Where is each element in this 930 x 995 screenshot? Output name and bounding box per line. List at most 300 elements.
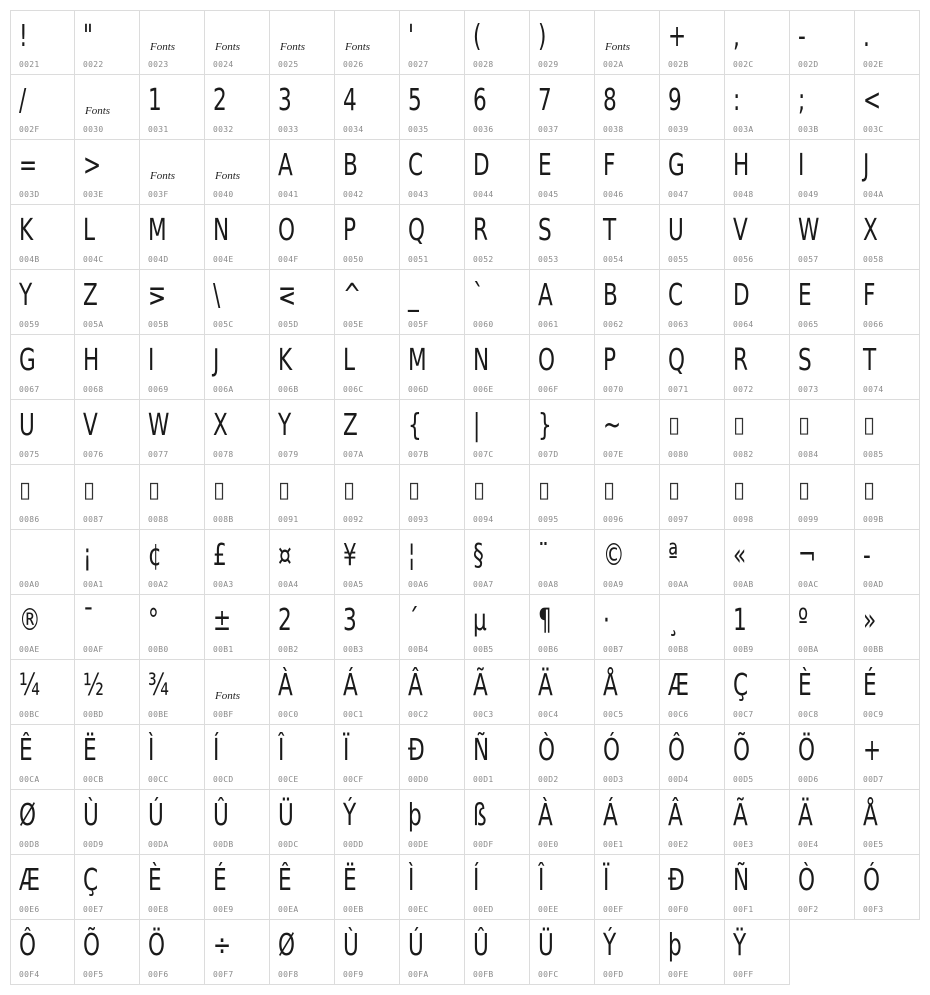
glyph-preview: µ [473, 603, 487, 638]
glyph-preview: P [343, 213, 357, 248]
glyph-preview: 1 [148, 83, 162, 118]
glyph-preview: Ñ [473, 733, 490, 768]
glyph-code-label: 00F7 [213, 970, 234, 979]
glyph-code-label: 00E8 [148, 905, 169, 914]
glyph-code-label: 0098 [733, 515, 754, 524]
glyph-preview: ¯ [83, 603, 94, 638]
glyph-preview: B [603, 278, 618, 313]
glyph-cell [400, 10, 465, 75]
glyph-cell [75, 660, 140, 725]
glyph-code-label: 00FE [668, 970, 689, 979]
glyph-preview: 1 [733, 603, 747, 638]
glyph-cell [140, 660, 205, 725]
glyph-code-label: 0085 [863, 450, 884, 459]
glyph-cell [335, 920, 400, 985]
glyph-preview: U [668, 213, 684, 248]
glyph-code-label: 00C2 [408, 710, 429, 719]
glyph-preview: Ø [19, 798, 37, 833]
glyph-cell [790, 595, 855, 660]
glyph-code-label: 00CC [148, 775, 169, 784]
glyph-code-label: 0039 [668, 125, 689, 134]
glyph-preview: þ [668, 928, 682, 963]
glyph-preview: Î [538, 863, 545, 898]
font-logo-glyph: Fonts [215, 41, 241, 53]
glyph-code-label: 009B [863, 515, 884, 524]
glyph-code-label: 002D [798, 60, 819, 69]
glyph-preview: Ø [278, 928, 296, 963]
glyph-cell [660, 75, 725, 140]
glyph-code-label: 00E1 [603, 840, 624, 849]
glyph-cell [725, 10, 790, 75]
glyph-preview: » [863, 603, 877, 638]
glyph-preview: 3 [343, 603, 357, 638]
glyph-cell [205, 660, 270, 725]
glyph-code-label: 0073 [798, 385, 819, 394]
glyph-preview: ¸ [668, 603, 679, 638]
glyph-code-label: 0023 [148, 60, 169, 69]
glyph-cell [530, 855, 595, 920]
glyph-cell [205, 725, 270, 790]
glyph-cell [270, 10, 335, 75]
glyph-cell [725, 855, 790, 920]
glyph-cell [530, 595, 595, 660]
glyph-cell [10, 725, 75, 790]
missing-glyph-icon: ▯ [473, 478, 486, 503]
glyph-code-label: 004E [213, 255, 234, 264]
glyph-code-label: 00F4 [19, 970, 40, 979]
glyph-preview: Đ [668, 863, 685, 898]
glyph-cell [335, 75, 400, 140]
glyph-preview: Â [668, 798, 683, 833]
glyph-code-label: 0026 [343, 60, 364, 69]
glyph-preview: ! [19, 19, 28, 54]
glyph-code-label: 005C [213, 320, 234, 329]
glyph-code-label: 006C [343, 385, 364, 394]
glyph-cell [335, 400, 400, 465]
glyph-preview: W [798, 213, 820, 248]
glyph-code-label: 00BB [863, 645, 884, 654]
glyph-preview: Á [603, 798, 618, 833]
glyph-preview: Á [343, 668, 358, 703]
glyph-preview: Ä [798, 798, 813, 833]
glyph-code-label: 00B3 [343, 645, 364, 654]
glyph-cell [530, 400, 595, 465]
glyph-cell [595, 335, 660, 400]
glyph-code-label: 0036 [473, 125, 494, 134]
glyph-cell [725, 270, 790, 335]
glyph-cell [725, 595, 790, 660]
glyph-code-label: 002C [733, 60, 754, 69]
glyph-code-label: 0077 [148, 450, 169, 459]
glyph-preview: R [473, 213, 489, 248]
glyph-code-label: 00CD [213, 775, 234, 784]
glyph-preview: > [83, 148, 102, 183]
glyph-cell [595, 10, 660, 75]
glyph-preview: Ý [603, 928, 617, 963]
glyph-preview: À [538, 798, 553, 833]
glyph-code-label: 00DF [473, 840, 494, 849]
glyph-code-label: 0033 [278, 125, 299, 134]
glyph-cell [530, 660, 595, 725]
glyph-preview: Q [668, 343, 686, 378]
glyph-code-label: 0048 [733, 190, 754, 199]
glyph-preview: Ä [538, 668, 553, 703]
glyph-code-label: 00BE [148, 710, 169, 719]
glyph-cell [855, 10, 920, 75]
glyph-code-label: 00B9 [733, 645, 754, 654]
glyph-cell [10, 855, 75, 920]
glyph-code-label: 0022 [83, 60, 104, 69]
glyph-code-label: 0094 [473, 515, 494, 524]
font-logo-glyph: Fonts [150, 170, 176, 182]
glyph-code-label: 0076 [83, 450, 104, 459]
glyph-cell [335, 465, 400, 530]
glyph-preview: ' [408, 19, 414, 54]
glyph-preview: ⋜ [278, 278, 297, 313]
glyph-cell [205, 920, 270, 985]
glyph-cell [335, 595, 400, 660]
glyph-code-label: 0093 [408, 515, 429, 524]
glyph-cell [75, 595, 140, 660]
glyph-code-label: 0032 [213, 125, 234, 134]
glyph-grid [10, 10, 920, 985]
glyph-cell [530, 335, 595, 400]
glyph-code-label: 0060 [473, 320, 494, 329]
glyph-preview: Z [83, 278, 98, 313]
glyph-cell [660, 465, 725, 530]
glyph-preview: + [863, 733, 882, 768]
glyph-code-label: 00EE [538, 905, 559, 914]
glyph-code-label: 00F9 [343, 970, 364, 979]
glyph-cell [790, 10, 855, 75]
glyph-code-label: 0095 [538, 515, 559, 524]
glyph-code-label: 005B [148, 320, 169, 329]
glyph-code-label: 00DB [213, 840, 234, 849]
glyph-preview: Đ [408, 733, 425, 768]
glyph-preview: Q [408, 213, 426, 248]
glyph-cell [270, 465, 335, 530]
glyph-cell [465, 595, 530, 660]
glyph-cell [205, 270, 270, 335]
glyph-preview: ¼ [19, 668, 40, 703]
glyph-preview: Ñ [733, 863, 750, 898]
glyph-cell [400, 270, 465, 335]
glyph-cell [855, 400, 920, 465]
glyph-cell [790, 465, 855, 530]
glyph-preview: N [473, 343, 490, 378]
glyph-preview: Ì [408, 863, 415, 898]
glyph-code-label: 00E3 [733, 840, 754, 849]
glyph-code-label: 0070 [603, 385, 624, 394]
glyph-code-label: 00AD [863, 580, 884, 589]
glyph-cell [75, 465, 140, 530]
glyph-preview: 8 [603, 83, 617, 118]
glyph-preview: G [19, 343, 36, 378]
glyph-code-label: 00B1 [213, 645, 234, 654]
glyph-code-label: 00FB [473, 970, 494, 979]
glyph-code-label: 003E [83, 190, 104, 199]
glyph-preview: Ã [733, 798, 748, 833]
glyph-cell [335, 725, 400, 790]
glyph-cell [725, 530, 790, 595]
glyph-preview: ª [668, 538, 679, 573]
glyph-cell [725, 75, 790, 140]
glyph-cell [465, 140, 530, 205]
glyph-code-label: 00B6 [538, 645, 559, 654]
glyph-cell [270, 595, 335, 660]
glyph-cell [855, 595, 920, 660]
glyph-cell [10, 205, 75, 270]
glyph-preview: ¢ [148, 538, 162, 573]
glyph-cell [10, 335, 75, 400]
glyph-preview: < [863, 83, 882, 118]
font-logo-glyph: Fonts [280, 41, 306, 53]
glyph-preview: Ë [343, 863, 357, 898]
glyph-code-label: 0055 [668, 255, 689, 264]
glyph-preview: Ü [278, 798, 294, 833]
glyph-code-label: 00CA [19, 775, 40, 784]
glyph-code-label: 00A9 [603, 580, 624, 589]
glyph-cell [10, 10, 75, 75]
glyph-cell [335, 140, 400, 205]
glyph-code-label: 0050 [343, 255, 364, 264]
glyph-code-label: 00AF [83, 645, 104, 654]
glyph-preview: ¶ [538, 603, 552, 638]
glyph-cell [335, 530, 400, 595]
missing-glyph-icon: ▯ [19, 478, 32, 503]
glyph-cell [790, 205, 855, 270]
glyph-cell [530, 140, 595, 205]
glyph-cell [335, 205, 400, 270]
glyph-code-label: 00EA [278, 905, 299, 914]
glyph-cell [790, 400, 855, 465]
glyph-preview: ½ [83, 668, 104, 703]
glyph-cell [530, 465, 595, 530]
glyph-cell [335, 270, 400, 335]
glyph-preview: + [668, 19, 687, 54]
glyph-cell [400, 335, 465, 400]
missing-glyph-icon: ▯ [798, 413, 811, 438]
glyph-preview: Ü [538, 928, 554, 963]
glyph-cell [530, 270, 595, 335]
glyph-preview: Y [278, 408, 292, 443]
glyph-preview: Ç [733, 668, 749, 703]
glyph-preview: I [798, 148, 805, 183]
glyph-code-label: 002E [863, 60, 884, 69]
font-logo-glyph: Fonts [215, 690, 241, 702]
glyph-cell [205, 595, 270, 660]
glyph-code-label: 00BC [19, 710, 40, 719]
glyph-cell [855, 205, 920, 270]
glyph-cell [270, 270, 335, 335]
glyph-cell [10, 790, 75, 855]
glyph-code-label: 003A [733, 125, 754, 134]
glyph-preview: C [668, 278, 684, 313]
glyph-code-label: 00A4 [278, 580, 299, 589]
glyph-preview: H [83, 343, 100, 378]
glyph-cell [75, 205, 140, 270]
glyph-preview: E [798, 278, 812, 313]
glyph-preview: G [668, 148, 685, 183]
glyph-code-label: 003F [148, 190, 169, 199]
glyph-preview: R [733, 343, 749, 378]
glyph-code-label: 0028 [473, 60, 494, 69]
glyph-preview: ^ [343, 278, 362, 313]
glyph-code-label: 0099 [798, 515, 819, 524]
glyph-cell [725, 205, 790, 270]
glyph-cell [140, 400, 205, 465]
glyph-cell [855, 270, 920, 335]
glyph-cell [855, 140, 920, 205]
glyph-cell [140, 335, 205, 400]
glyph-cell [140, 920, 205, 985]
glyph-code-label: 00D7 [863, 775, 884, 784]
glyph-cell [140, 140, 205, 205]
glyph-code-label: 0096 [603, 515, 624, 524]
glyph-cell [595, 400, 660, 465]
glyph-code-label: 00DC [278, 840, 299, 849]
glyph-preview: É [213, 863, 227, 898]
glyph-code-label: 00ED [473, 905, 494, 914]
glyph-code-label: 00EB [343, 905, 364, 914]
glyph-preview: Ì [148, 733, 155, 768]
glyph-cell [140, 530, 205, 595]
glyph-code-label: 00C3 [473, 710, 494, 719]
glyph-cell [75, 790, 140, 855]
font-logo-glyph: Fonts [150, 41, 176, 53]
glyph-cell [530, 790, 595, 855]
glyph-preview: / [19, 83, 27, 118]
glyph-code-label: 004D [148, 255, 169, 264]
font-logo-glyph: Fonts [345, 41, 371, 53]
glyph-cell [400, 140, 465, 205]
glyph-preview: Õ [83, 928, 101, 963]
glyph-cell [10, 400, 75, 465]
glyph-cell [140, 205, 205, 270]
glyph-cell [140, 270, 205, 335]
missing-glyph-icon: ▯ [148, 478, 161, 503]
glyph-code-label: 00F1 [733, 905, 754, 914]
glyph-preview: L [83, 213, 96, 248]
glyph-cell [465, 465, 530, 530]
glyph-cell [595, 660, 660, 725]
glyph-cell [10, 270, 75, 335]
glyph-cell [465, 335, 530, 400]
glyph-preview: } [538, 408, 552, 443]
glyph-cell [465, 400, 530, 465]
glyph-preview: Î [278, 733, 285, 768]
glyph-preview: " [83, 19, 93, 54]
glyph-code-label: 00C1 [343, 710, 364, 719]
missing-glyph-icon: ▯ [668, 478, 681, 503]
glyph-code-label: 002A [603, 60, 624, 69]
glyph-preview: ; [798, 83, 806, 118]
glyph-cell [660, 140, 725, 205]
missing-glyph-icon: ▯ [538, 478, 551, 503]
glyph-preview: K [19, 213, 34, 248]
glyph-code-label: 004F [278, 255, 299, 264]
glyph-preview: U [19, 408, 35, 443]
glyph-cell [725, 920, 790, 985]
glyph-preview: _ [408, 278, 419, 313]
glyph-preview: F [863, 278, 876, 313]
glyph-code-label: 0043 [408, 190, 429, 199]
glyph-preview: 7 [538, 83, 552, 118]
glyph-code-label: 0088 [148, 515, 169, 524]
glyph-cell [400, 855, 465, 920]
glyph-code-label: 0045 [538, 190, 559, 199]
glyph-code-label: 0063 [668, 320, 689, 329]
glyph-cell [10, 660, 75, 725]
glyph-preview: Ó [603, 733, 621, 768]
glyph-cell [595, 855, 660, 920]
glyph-preview: { [408, 408, 422, 443]
glyph-cell [140, 595, 205, 660]
glyph-code-label: 0065 [798, 320, 819, 329]
glyph-cell [400, 725, 465, 790]
glyph-code-label: 00D8 [19, 840, 40, 849]
glyph-cell [530, 725, 595, 790]
glyph-code-label: 00EC [408, 905, 429, 914]
glyph-cell [400, 400, 465, 465]
glyph-cell [75, 920, 140, 985]
glyph-code-label: 00FC [538, 970, 559, 979]
glyph-preview: M [148, 213, 167, 248]
glyph-code-label: 0074 [863, 385, 884, 394]
glyph-preview: Ú [148, 798, 164, 833]
missing-glyph-icon: ▯ [213, 478, 226, 503]
glyph-cell [400, 660, 465, 725]
glyph-code-label: 006B [278, 385, 299, 394]
glyph-code-label: 0092 [343, 515, 364, 524]
glyph-code-label: 0087 [83, 515, 104, 524]
glyph-cell [530, 205, 595, 270]
glyph-preview: P [603, 343, 617, 378]
glyph-preview: ® [19, 603, 41, 638]
glyph-cell [75, 270, 140, 335]
glyph-code-label: 0072 [733, 385, 754, 394]
glyph-cell [400, 75, 465, 140]
glyph-code-label: 00B5 [473, 645, 494, 654]
glyph-code-label: 004C [83, 255, 104, 264]
glyph-code-label: 0035 [408, 125, 429, 134]
glyph-code-label: 0079 [278, 450, 299, 459]
glyph-preview: X [863, 213, 878, 248]
glyph-preview: ¦ [408, 538, 416, 573]
glyph-preview: Ý [343, 798, 357, 833]
glyph-code-label: 00D1 [473, 775, 494, 784]
glyph-code-label: 00A7 [473, 580, 494, 589]
glyph-code-label: 007D [538, 450, 559, 459]
glyph-preview: , [733, 19, 740, 54]
glyph-preview: Ú [408, 928, 424, 963]
glyph-code-label: 00D0 [408, 775, 429, 784]
glyph-preview: ¤ [278, 538, 292, 573]
glyph-code-label: 0024 [213, 60, 234, 69]
glyph-cell [465, 920, 530, 985]
glyph-cell [595, 530, 660, 595]
glyph-preview: S [798, 343, 812, 378]
glyph-code-label: 00E5 [863, 840, 884, 849]
glyph-code-label: 0040 [213, 190, 234, 199]
glyph-cell [270, 855, 335, 920]
glyph-cell [725, 725, 790, 790]
glyph-preview: Ô [668, 733, 686, 768]
glyph-cell [205, 205, 270, 270]
glyph-preview: A [278, 148, 293, 183]
glyph-preview: Ë [83, 733, 97, 768]
glyph-preview: Å [863, 798, 878, 833]
